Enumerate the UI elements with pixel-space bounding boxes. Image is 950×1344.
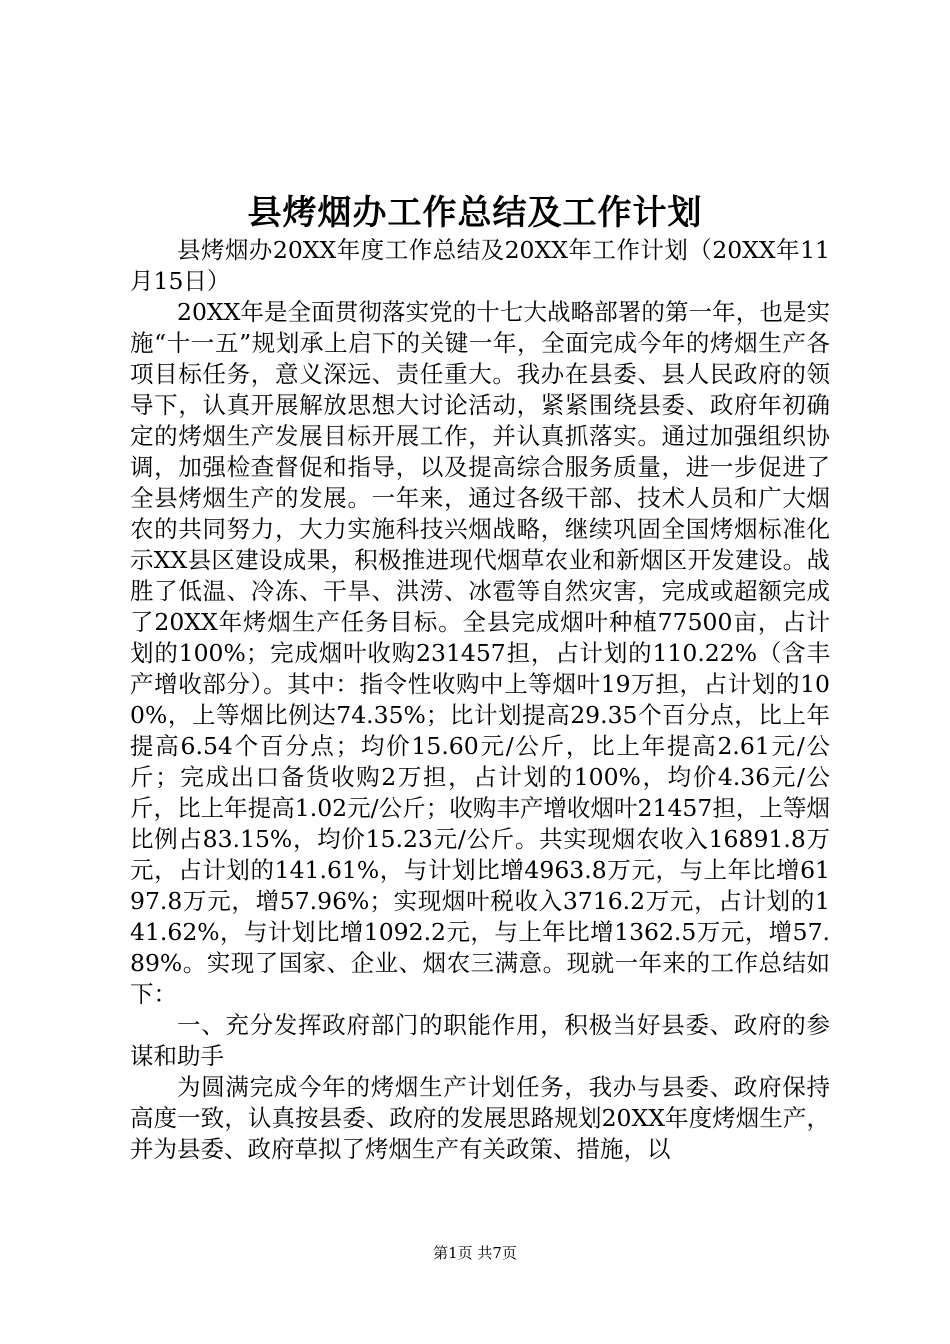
document-body bbox=[130, 235, 830, 1165]
section-heading-1: 一、充分发挥政府部门的职能作用，积极当好县委、政府的参谋和助手 bbox=[130, 1011, 830, 1070]
paragraph-subtitle: 县烤烟办20XX年度工作总结及20XX年工作计划（20XX年11月15日） bbox=[130, 236, 830, 295]
paragraph-section-1: 为圆满完成今年的烤烟生产计划任务，我办与县委、政府保持高度一致，认真按县委、政府的发展思路规划20XX年度烤烟生产，并为县委、政府草拟了烤烟生产有关政策、措施，以 bbox=[130, 1073, 830, 1163]
document-title: 县烤烟办工作总结及工作计划 bbox=[247, 193, 703, 233]
page-footer: 第1页 共7页 bbox=[433, 1244, 517, 1262]
paragraph-summary: 20XX年是全面贯彻落实党的十七大战略部署的第一年，也是实施“十一五”规划承上启下的关键一年，全面完成今年的烤烟生产各项目标任务，意义深远、责任重大。我办在县委、县人民政府的领导下，认真开展解放思想大讨论活动，紧紧围绕县委、政府年初确定的烤烟生产发展目标开展工作，并认真抓落实。通过加强组织协调，加强检查督促和指导，以及提高综合服务质量，进一步促进了全县烤烟生产的发展。一年来，通过各级干部、技术人员和广大烟农的共同努力，大力实施科技兴烟战略，继续巩固全国烤烟标准化示XX县区建设成果，积极推进现代烟草农业和新烟区开发建设。战胜了低温、冷冻、干旱、洪涝、冰雹等自然灾害，完成或超额完成了20XX年烤烟生产任务目标。全县完成烟叶种植77500亩，占计划的100%；完成烟叶收购231457担，占计划的110.22%（含丰产增收部分）。其中：指令性收购中上等烟叶19万担，占计划的100%，上等烟比例达74.35%；比计划提高29.35个百分点，比上年提高6.54个百分点；均价15.60元/公斤，比上年提高2.61元/公斤；完成出口备货收购2万担，占计划的100%，均价4.36元/公斤，比上年提高1.02元/公斤；收购丰产增收烟叶21457担，上等烟比例占83.15%，均价15.23元/公斤。共实现烟农收入16891.8万元，占计划的141.61%，与计划比增4963.8万元，与上年比增6197.8万元，增57.96%；实现烟叶税收入3716.2万元，占计划的141.62%，与计划比增1092.2元，与上年比增1362.5万元，增57.89%。实现了国家、企业、烟农三满意。现就一年来的工作总结如下： bbox=[130, 298, 830, 1008]
